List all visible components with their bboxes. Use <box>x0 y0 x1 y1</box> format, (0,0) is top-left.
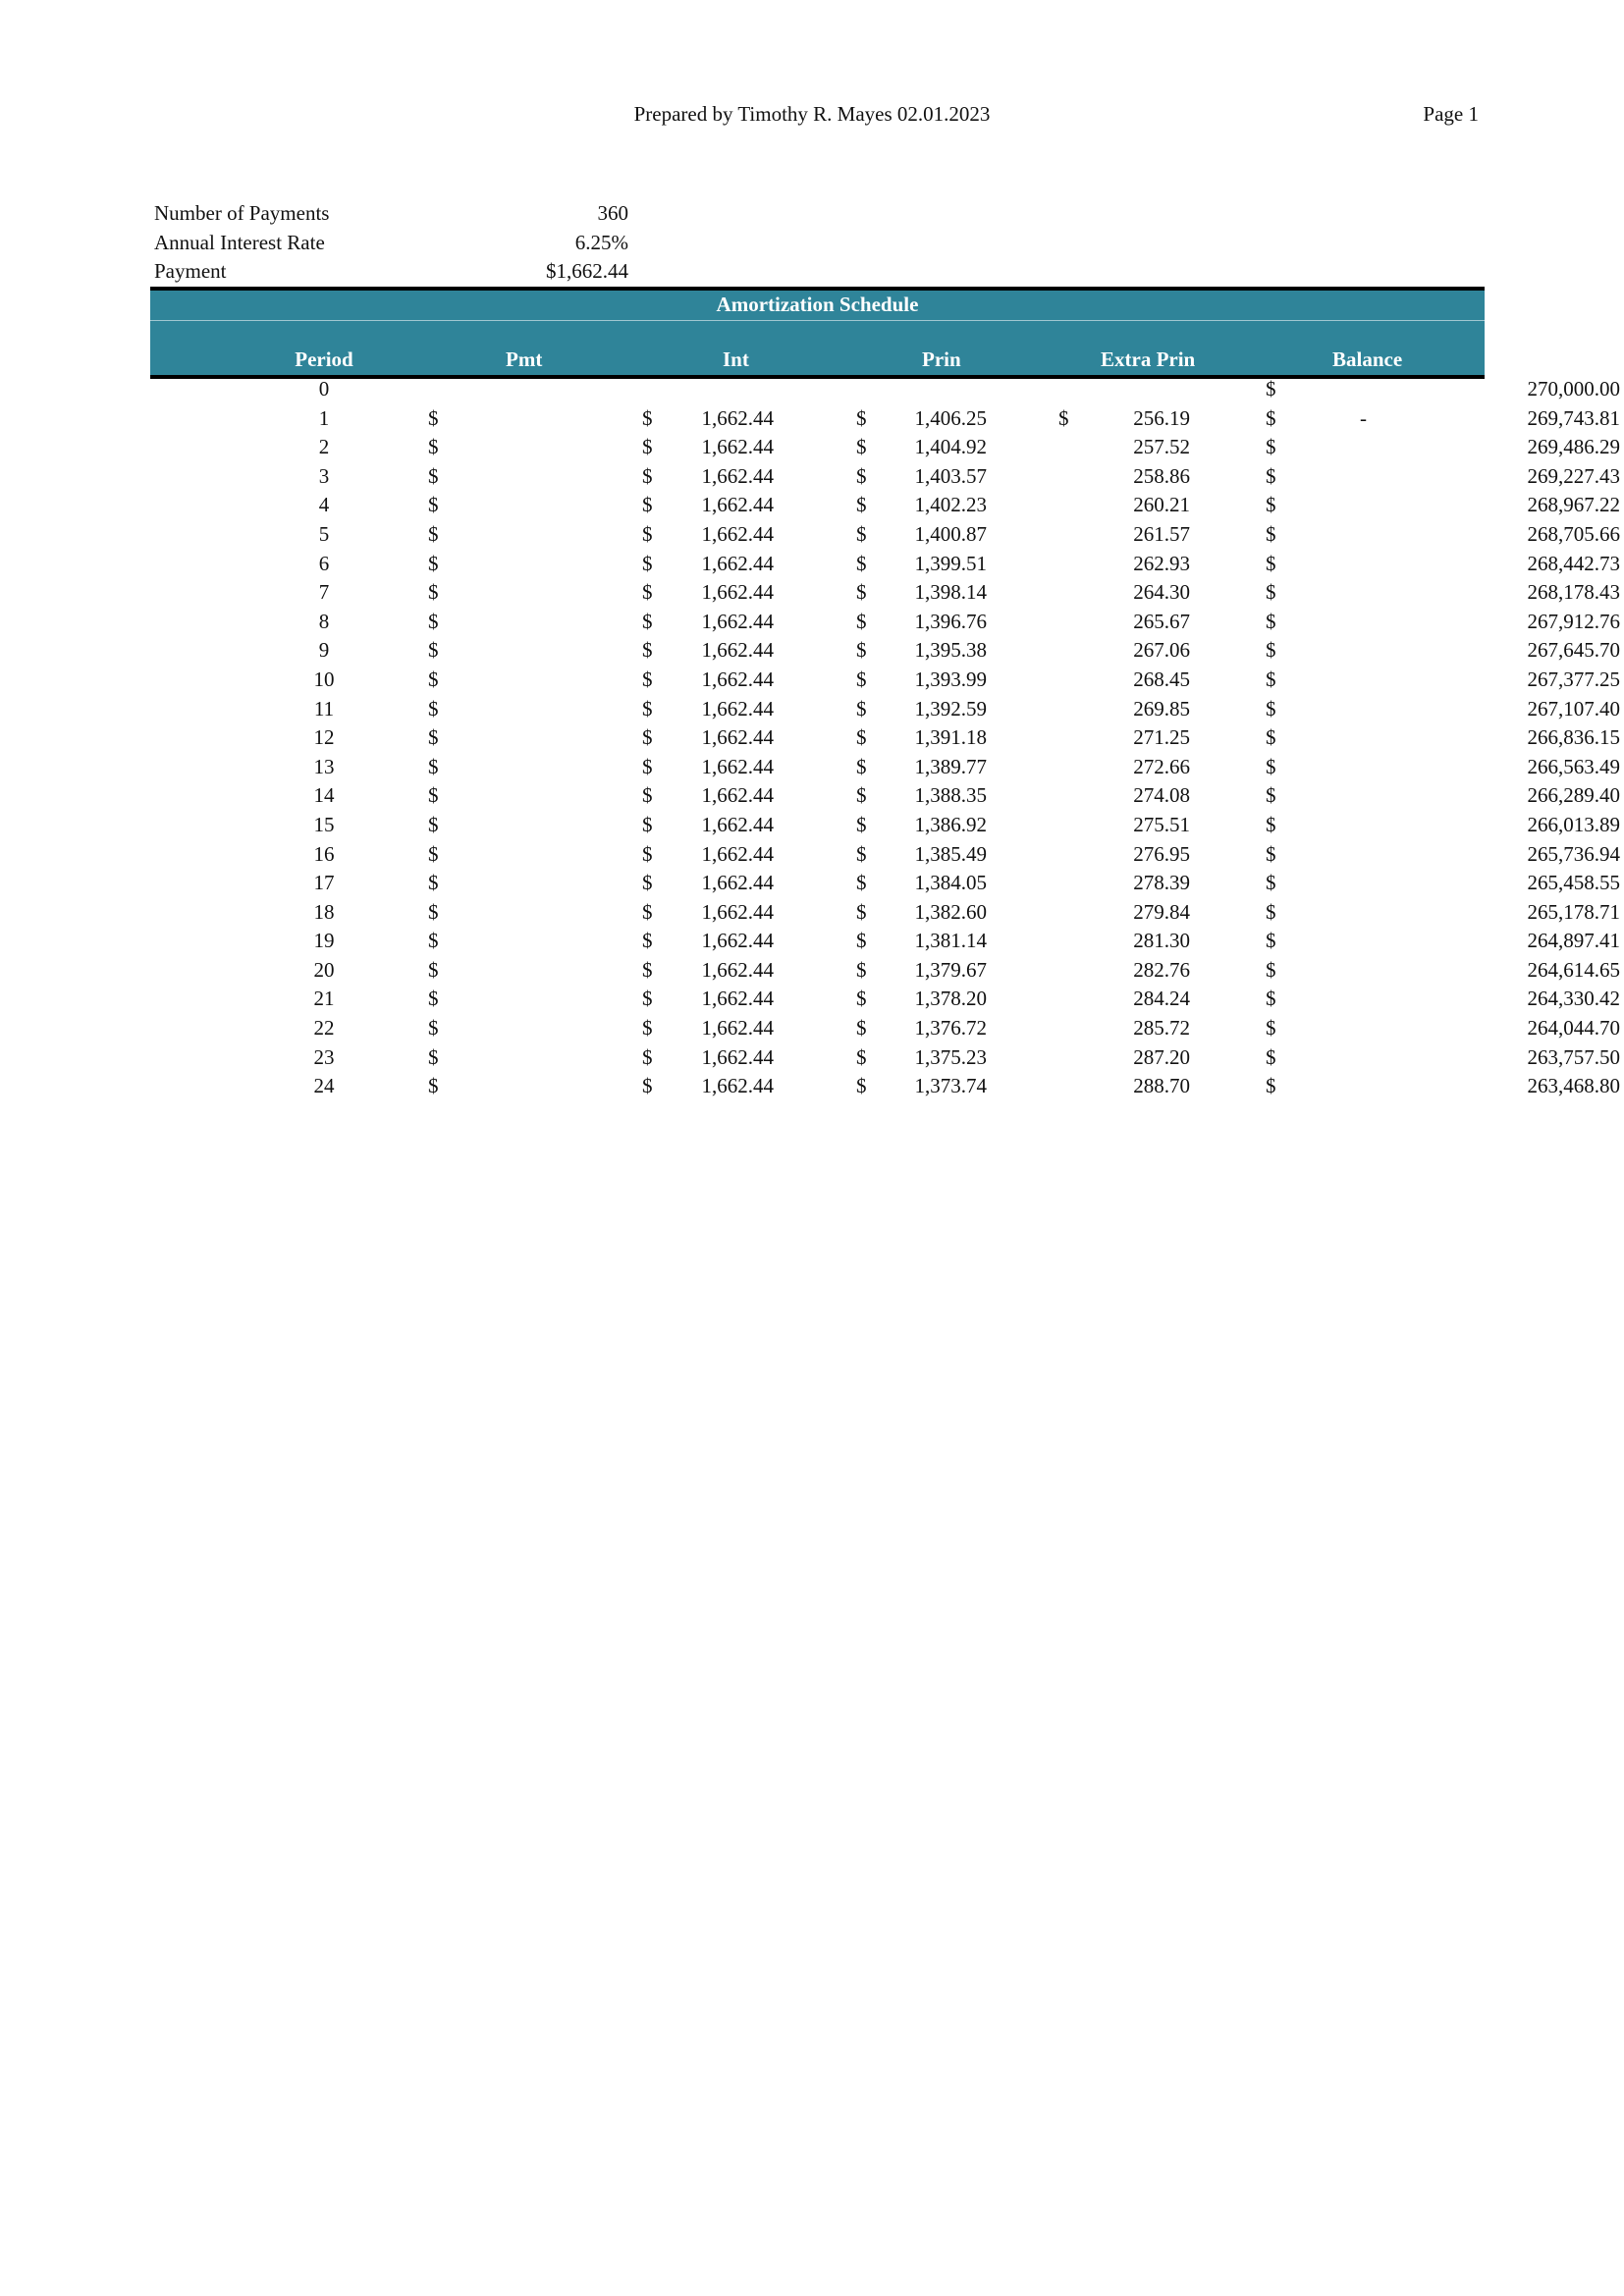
currency-sign: $ <box>428 580 439 605</box>
table-row <box>150 1016 1620 1045</box>
cell-prin: 258.86 <box>1133 463 1190 488</box>
cell-balance: 265,736.94 <box>1527 841 1620 866</box>
cell-int: 1,406.25 <box>914 405 987 430</box>
col-head-prin: Prin <box>922 347 961 371</box>
cell-prin: 274.08 <box>1133 783 1190 808</box>
param-label-number-of-payments: Number of Payments <box>154 201 330 225</box>
table-row <box>150 609 1620 639</box>
currency-sign: $ <box>642 987 653 1011</box>
currency-sign: $ <box>1266 725 1276 750</box>
cell-pmt: 1,662.44 <box>701 871 774 895</box>
currency-sign: $ <box>642 521 653 546</box>
currency-sign: $ <box>428 609 439 633</box>
cell-int: 1,398.14 <box>914 580 987 605</box>
currency-sign: $ <box>428 435 439 459</box>
cell-int: 1,403.57 <box>914 463 987 488</box>
currency-sign: $ <box>856 957 867 982</box>
cell-pmt: 1,662.44 <box>701 1044 774 1069</box>
currency-sign: $ <box>1266 899 1276 924</box>
currency-sign: $ <box>642 493 653 517</box>
col-head-extra-prin: Extra Prin <box>1101 347 1196 371</box>
cell-period: 8 <box>318 609 330 633</box>
currency-sign: $ <box>428 899 439 924</box>
cell-prin: 269.85 <box>1133 696 1190 721</box>
cell-prin: 262.93 <box>1133 551 1190 575</box>
currency-sign: $ <box>642 899 653 924</box>
cell-period: 13 <box>313 754 335 778</box>
currency-sign: $ <box>642 609 653 633</box>
cell-prin: 284.24 <box>1133 987 1190 1011</box>
currency-sign: $ <box>1266 812 1276 836</box>
currency-sign: $ <box>1266 463 1276 488</box>
cell-pmt: 1,662.44 <box>701 521 774 546</box>
schedule-header <box>150 287 1485 379</box>
currency-sign: $ <box>1266 521 1276 546</box>
cell-int: 1,379.67 <box>914 957 987 982</box>
currency-sign: $ <box>642 783 653 808</box>
cell-int: 1,399.51 <box>914 551 987 575</box>
currency-sign: $ <box>856 929 867 953</box>
cell-pmt: 1,662.44 <box>701 725 774 750</box>
cell-period: 10 <box>313 667 335 691</box>
currency-sign: $ <box>428 696 439 721</box>
cell-pmt: 1,662.44 <box>701 638 774 663</box>
page-number: Page 1 <box>1423 102 1479 126</box>
table-row <box>150 987 1620 1016</box>
col-head-pmt: Pmt <box>506 347 543 371</box>
cell-pmt: 1,662.44 <box>701 405 774 430</box>
cell-prin: 279.84 <box>1133 899 1190 924</box>
cell-pmt: 1,662.44 <box>701 551 774 575</box>
table-row <box>150 638 1620 667</box>
currency-sign: $ <box>642 435 653 459</box>
table-row <box>150 871 1620 900</box>
cell-pmt: 1,662.44 <box>701 812 774 836</box>
cell-pmt: 1,662.44 <box>701 580 774 605</box>
col-head-period: Period <box>295 347 353 371</box>
currency-sign: $ <box>642 580 653 605</box>
currency-sign: $ <box>428 405 439 430</box>
cell-prin: 256.19 <box>1133 405 1190 430</box>
table-row <box>150 696 1620 726</box>
cell-prin: 275.51 <box>1133 812 1190 836</box>
currency-sign: $ <box>642 1016 653 1041</box>
currency-sign: $ <box>856 463 867 488</box>
cell-balance: 268,705.66 <box>1527 521 1620 546</box>
cell-int: 1,395.38 <box>914 638 987 663</box>
cell-balance: 267,645.70 <box>1527 638 1620 663</box>
cell-prin: 260.21 <box>1133 493 1190 517</box>
cell-int: 1,400.87 <box>914 521 987 546</box>
currency-sign: $ <box>856 493 867 517</box>
cell-pmt: 1,662.44 <box>701 929 774 953</box>
cell-prin: 267.06 <box>1133 638 1190 663</box>
table-row <box>150 899 1620 930</box>
currency-sign: $ <box>642 1044 653 1069</box>
table-row <box>150 957 1620 988</box>
currency-sign: $ <box>1266 493 1276 517</box>
table-row <box>150 841 1620 872</box>
cell-pmt: 1,662.44 <box>701 609 774 633</box>
cell-period: 11 <box>313 696 335 721</box>
currency-sign: $ <box>428 754 439 778</box>
cell-int: 1,373.74 <box>914 1074 987 1098</box>
cell-prin: 276.95 <box>1133 841 1190 866</box>
cell-period: 2 <box>318 435 330 459</box>
cell-int: 1,393.99 <box>914 667 987 691</box>
cell-prin: 278.39 <box>1133 871 1190 895</box>
cell-prin: 288.70 <box>1133 1074 1190 1098</box>
cell-prin: 285.72 <box>1133 1016 1190 1041</box>
cell-balance: 269,743.81 <box>1527 405 1620 430</box>
cell-int: 1,388.35 <box>914 783 987 808</box>
currency-sign: $ <box>428 957 439 982</box>
cell-period: 7 <box>318 580 330 605</box>
cell-pmt: 1,662.44 <box>701 463 774 488</box>
cell-int: 1,391.18 <box>914 725 987 750</box>
cell-period: 12 <box>313 725 335 750</box>
currency-sign: $ <box>856 405 867 430</box>
cell-balance: 267,377.25 <box>1527 667 1620 691</box>
cell-prin: 264.30 <box>1133 580 1190 605</box>
currency-sign: $ <box>642 725 653 750</box>
param-value-annual-interest-rate: 6.25% <box>574 231 628 254</box>
cell-prin: 271.25 <box>1133 725 1190 750</box>
cell-period: 23 <box>313 1044 335 1069</box>
cell-pmt: 1,662.44 <box>701 987 774 1011</box>
cell-period: 17 <box>313 871 335 895</box>
currency-sign: $ <box>642 1074 653 1098</box>
table-row <box>150 405 1620 436</box>
cell-int: 1,404.92 <box>914 435 987 459</box>
currency-sign: $ <box>856 1074 867 1098</box>
table-row <box>150 377 1620 406</box>
table-row <box>150 521 1620 552</box>
cell-period: 4 <box>318 493 330 517</box>
currency-sign: $ <box>1266 957 1276 982</box>
cell-period: 21 <box>313 987 335 1011</box>
currency-sign: $ <box>856 521 867 546</box>
currency-sign: $ <box>642 871 653 895</box>
table-row <box>150 725 1620 755</box>
currency-sign: $ <box>1266 841 1276 866</box>
cell-pmt: 1,662.44 <box>701 957 774 982</box>
param-value-number-of-payments: 360 <box>597 201 628 225</box>
currency-sign: $ <box>642 463 653 488</box>
cell-int: 1,375.23 <box>914 1044 987 1069</box>
cell-balance: 266,563.49 <box>1527 754 1620 778</box>
currency-sign: $ <box>1266 929 1276 953</box>
cell-prin: 287.20 <box>1133 1044 1190 1069</box>
cell-prin: 265.67 <box>1133 609 1190 633</box>
currency-sign: $ <box>1266 580 1276 605</box>
cell-int: 1,402.23 <box>914 493 987 517</box>
currency-sign: $ <box>428 929 439 953</box>
table-row <box>150 929 1620 958</box>
currency-sign: $ <box>642 841 653 866</box>
currency-sign: $ <box>856 638 867 663</box>
cell-period: 3 <box>318 463 330 488</box>
currency-sign: $ <box>856 1016 867 1041</box>
currency-sign: $ <box>1266 377 1276 400</box>
currency-sign: $ <box>642 667 653 691</box>
currency-sign: $ <box>1266 667 1276 691</box>
currency-sign: $ <box>856 725 867 750</box>
currency-sign: $ <box>1266 638 1276 663</box>
table-row <box>150 667 1620 697</box>
cell-extra-prin: - <box>1360 405 1367 430</box>
cell-int: 1,382.60 <box>914 899 987 924</box>
cell-int: 1,378.20 <box>914 987 987 1011</box>
table-row <box>150 493 1620 522</box>
cell-period: 14 <box>313 783 335 808</box>
cell-balance: 267,107.40 <box>1527 696 1620 721</box>
cell-prin: 281.30 <box>1133 929 1190 953</box>
currency-sign: $ <box>428 638 439 663</box>
currency-sign: $ <box>1266 871 1276 895</box>
col-head-balance: Balance <box>1332 347 1403 371</box>
cell-period: 9 <box>318 638 330 663</box>
cell-balance: 265,178.71 <box>1527 899 1620 924</box>
currency-sign: $ <box>1266 696 1276 721</box>
currency-sign: $ <box>856 667 867 691</box>
currency-sign: $ <box>856 1044 867 1069</box>
cell-pmt: 1,662.44 <box>701 667 774 691</box>
cell-int: 1,392.59 <box>914 696 987 721</box>
cell-balance: 266,836.15 <box>1527 725 1620 750</box>
currency-sign: $ <box>642 405 653 430</box>
currency-sign: $ <box>856 754 867 778</box>
currency-sign: $ <box>428 725 439 750</box>
currency-sign: $ <box>856 783 867 808</box>
table-row <box>150 580 1620 610</box>
cell-period: 6 <box>318 551 330 575</box>
currency-sign: $ <box>856 899 867 924</box>
currency-sign: $ <box>428 667 439 691</box>
cell-int: 1,385.49 <box>914 841 987 866</box>
currency-sign: $ <box>428 841 439 866</box>
cell-balance: 266,289.40 <box>1527 783 1620 808</box>
currency-sign: $ <box>1058 405 1069 430</box>
currency-sign: $ <box>428 1074 439 1098</box>
cell-balance: 267,912.76 <box>1527 609 1620 633</box>
page-header-prepared-by: Prepared by Timothy R. Mayes 02.01.2023 <box>633 102 991 126</box>
cell-pmt: 1,662.44 <box>701 899 774 924</box>
col-head-int: Int <box>723 347 749 371</box>
cell-balance: 263,757.50 <box>1527 1044 1620 1069</box>
currency-sign: $ <box>1266 783 1276 808</box>
cell-period: 0 <box>318 377 330 400</box>
currency-sign: $ <box>1266 987 1276 1011</box>
cell-pmt: 1,662.44 <box>701 754 774 778</box>
cell-pmt: 1,662.44 <box>701 493 774 517</box>
currency-sign: $ <box>1266 1074 1276 1098</box>
table-row <box>150 1044 1620 1075</box>
cell-balance: 270,000.00 <box>1527 377 1620 400</box>
schedule-header-divider <box>150 320 1485 321</box>
param-label-payment: Payment <box>154 259 227 283</box>
cell-prin: 268.45 <box>1133 667 1190 691</box>
cell-pmt: 1,662.44 <box>701 841 774 866</box>
cell-prin: 257.52 <box>1133 435 1190 459</box>
cell-pmt: 1,662.44 <box>701 435 774 459</box>
cell-pmt: 1,662.44 <box>701 696 774 721</box>
currency-sign: $ <box>856 435 867 459</box>
cell-balance: 263,468.80 <box>1527 1074 1620 1098</box>
currency-sign: $ <box>856 871 867 895</box>
cell-balance: 268,178.43 <box>1527 580 1620 605</box>
currency-sign: $ <box>428 521 439 546</box>
table-row <box>150 551 1620 581</box>
cell-prin: 272.66 <box>1133 754 1190 778</box>
currency-sign: $ <box>1266 405 1276 430</box>
cell-balance: 264,330.42 <box>1527 987 1620 1011</box>
currency-sign: $ <box>428 1044 439 1069</box>
currency-sign: $ <box>1266 609 1276 633</box>
currency-sign: $ <box>428 987 439 1011</box>
currency-sign: $ <box>642 929 653 953</box>
cell-int: 1,384.05 <box>914 871 987 895</box>
currency-sign: $ <box>642 754 653 778</box>
currency-sign: $ <box>856 551 867 575</box>
currency-sign: $ <box>642 957 653 982</box>
currency-sign: $ <box>428 871 439 895</box>
cell-period: 19 <box>313 929 335 953</box>
cell-pmt: 1,662.44 <box>701 1074 774 1098</box>
cell-balance: 264,897.41 <box>1527 929 1620 953</box>
cell-period: 1 <box>318 405 330 430</box>
cell-period: 24 <box>313 1074 335 1098</box>
currency-sign: $ <box>856 841 867 866</box>
cell-period: 22 <box>313 1016 335 1041</box>
table-row <box>150 754 1620 784</box>
table-row <box>150 435 1620 464</box>
currency-sign: $ <box>428 493 439 517</box>
cell-balance: 264,614.65 <box>1527 957 1620 982</box>
currency-sign: $ <box>642 812 653 836</box>
currency-sign: $ <box>428 463 439 488</box>
cell-period: 5 <box>318 521 330 546</box>
cell-balance: 268,442.73 <box>1527 551 1620 575</box>
cell-int: 1,386.92 <box>914 812 987 836</box>
cell-balance: 266,013.89 <box>1527 812 1620 836</box>
cell-int: 1,396.76 <box>914 609 987 633</box>
cell-prin: 261.57 <box>1133 521 1190 546</box>
cell-balance: 268,967.22 <box>1527 493 1620 517</box>
currency-sign: $ <box>642 638 653 663</box>
currency-sign: $ <box>856 609 867 633</box>
currency-sign: $ <box>856 580 867 605</box>
cell-balance: 269,227.43 <box>1527 463 1620 488</box>
param-value-payment: $1,662.44 <box>546 259 628 283</box>
table-row <box>150 783 1620 813</box>
cell-period: 15 <box>313 812 335 836</box>
cell-int: 1,381.14 <box>914 929 987 953</box>
currency-sign: $ <box>642 696 653 721</box>
cell-period: 18 <box>313 899 335 924</box>
currency-sign: $ <box>856 987 867 1011</box>
currency-sign: $ <box>642 551 653 575</box>
cell-balance: 265,458.55 <box>1527 871 1620 895</box>
schedule-body <box>150 377 1620 1103</box>
cell-pmt: 1,662.44 <box>701 1016 774 1041</box>
cell-prin: 282.76 <box>1133 957 1190 982</box>
currency-sign: $ <box>428 783 439 808</box>
cell-int: 1,376.72 <box>914 1016 987 1041</box>
cell-pmt: 1,662.44 <box>701 783 774 808</box>
table-row <box>150 812 1620 842</box>
cell-period: 20 <box>313 957 335 982</box>
cell-balance: 264,044.70 <box>1527 1016 1620 1041</box>
currency-sign: $ <box>856 812 867 836</box>
currency-sign: $ <box>1266 1016 1276 1041</box>
currency-sign: $ <box>1266 754 1276 778</box>
table-row <box>150 1074 1620 1103</box>
cell-period: 16 <box>313 841 335 866</box>
param-label-annual-interest-rate: Annual Interest Rate <box>154 231 325 254</box>
currency-sign: $ <box>428 551 439 575</box>
currency-sign: $ <box>1266 435 1276 459</box>
currency-sign: $ <box>1266 1044 1276 1069</box>
currency-sign: $ <box>428 812 439 836</box>
currency-sign: $ <box>428 1016 439 1041</box>
table-row <box>150 463 1620 494</box>
schedule-title: Amortization Schedule <box>716 293 919 316</box>
currency-sign: $ <box>1266 551 1276 575</box>
cell-int: 1,389.77 <box>914 754 987 778</box>
cell-balance: 269,486.29 <box>1527 435 1620 459</box>
currency-sign: $ <box>856 696 867 721</box>
